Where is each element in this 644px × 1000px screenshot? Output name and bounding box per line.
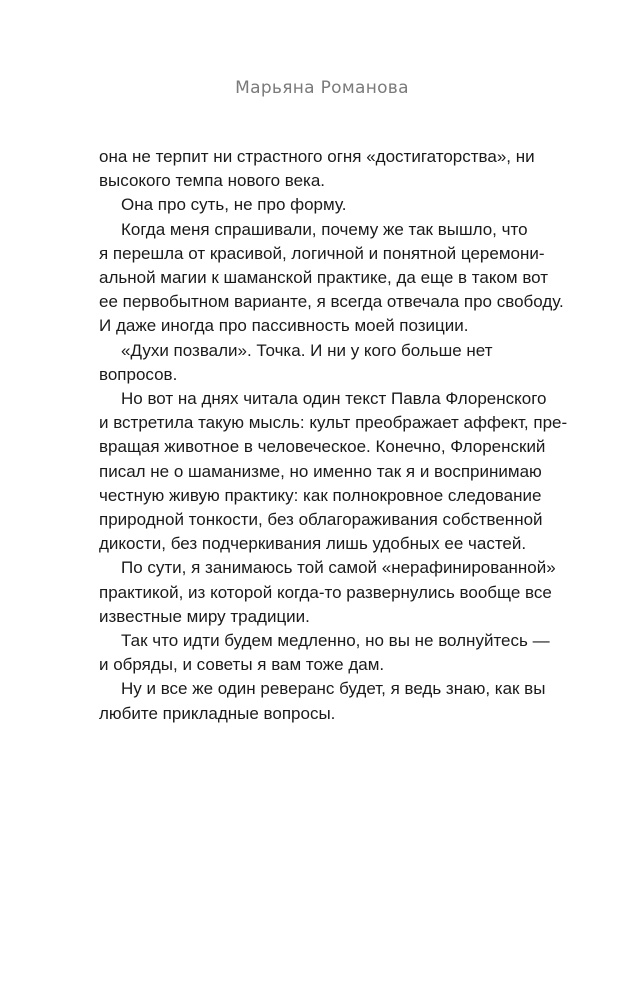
running-head-author: Марьяна Романова: [235, 78, 409, 98]
paragraph: Она про суть, не про форму.: [121, 195, 347, 215]
paragraph: «Духи позвали». Точка. И ни у кого больше нет вопросов.: [99, 340, 493, 384]
paragraph: Ну и все же один реверанс будет, я ведь знаю, как вы любите прикладные вопросы.: [99, 679, 546, 723]
paragraph: По сути, я занимаюсь той самой «нерафинированной» практикой, из которой когда-то развернулись вообще все известные миру традиции.: [99, 558, 556, 626]
paragraph: она не терпит ни страстного огня «достигаторства», ни высокого темпа нового века.: [99, 147, 535, 191]
paragraph: Когда меня спрашивали, почему же так вышло, что я перешла от красивой, логичной и понятной церемони- альной магии к шаманской практике, да еще в таком вот ее первобытном варианте, я всегда отвечала про свободу. И даже иногда про пассивность моей позиции.: [99, 219, 564, 336]
paragraph: Так что идти будем медленно, но вы не волнуйтесь — и обряды, и советы я вам тоже дам.: [99, 631, 550, 675]
page-body: [99, 145, 568, 726]
paragraph: Но вот на днях читала один текст Павла Флоренского и встретила такую мысль: культ преображает аффект, пре- вращая животное в человеческое. Конечно, Флоренский писал не о шаманизме, но именно так я и воспринимаю честную живую практику: как полнокровное следование природной тонкости, без облагораживания собственной дикости, без подчеркивания лишь удобных ее частей.: [99, 389, 568, 554]
